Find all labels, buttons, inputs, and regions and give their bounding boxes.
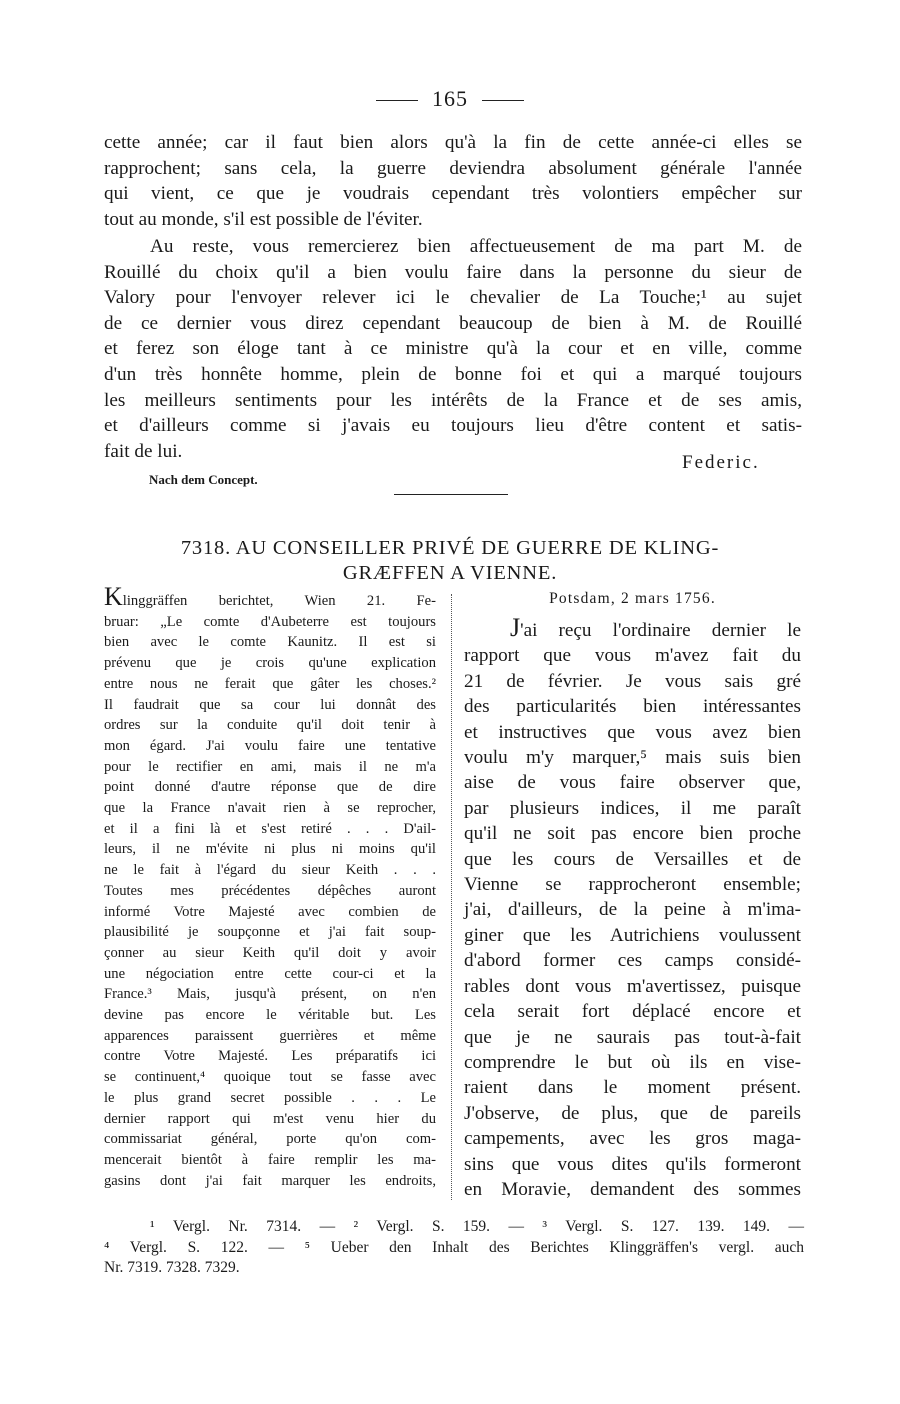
text-line: J'observe, de plus, que de pareils <box>464 1102 801 1124</box>
text-line: fait de lui. <box>104 440 183 462</box>
footnote-line: ¹ Vergl. Nr. 7314. — ² Vergl. S. 159. — ³ Vergl. S. 127. 139. 149. — <box>150 1218 804 1235</box>
text-line: que les cours de Versailles et de <box>464 848 801 870</box>
text-line: que la France n'avait rien à se reprocher, <box>104 800 436 817</box>
drop-letter: J <box>510 613 521 642</box>
text-line: çonner au sieur Keith qu'il doit y avoir <box>104 944 436 961</box>
heading-line: 7318. AU CONSEILLER PRIVÉ DE GUERRE DE KLING- <box>180 537 720 559</box>
text-line: le plus grand secret possible . . . Le <box>104 1089 436 1106</box>
text-line: Vienne se rapprocheront ensemble; <box>464 874 801 896</box>
text-line: qui vient, ce que je voudrais cependant très volontiers empêcher sur <box>104 183 802 205</box>
text-line: rables dont vous m'avertissez, puisque <box>464 975 801 997</box>
text-line: gasins dont j'ai fait marquer les endroits, <box>104 1172 436 1189</box>
text-line: rapport que vous m'avez fait du <box>464 645 801 667</box>
text-line: et ferez son éloge tant à ce ministre qu'à la cour et en ville, comme <box>104 338 802 360</box>
text-line: France.³ Mais, jusqu'à présent, on n'en <box>104 986 436 1003</box>
text-line: cette année; car il faut bien alors qu'à la fin de cette année-ci elles se <box>104 132 802 153</box>
text-line: sins que vous dites qu'ils formeront <box>464 1153 801 1175</box>
text-line: comprendre le but où ils en vise- <box>464 1051 801 1073</box>
signature: Federic. <box>682 452 760 473</box>
heading-line: GRÆFFEN A VIENNE. <box>342 562 558 584</box>
text-line: dernier rapport qui m'est venu hier du <box>104 1110 436 1127</box>
text-line: Il faudrait que sa cour lui donnât des <box>104 696 436 713</box>
text-span: 'ai reçu l'ordinaire dernier le <box>520 620 801 641</box>
page-header <box>0 86 900 112</box>
text-line: prévenu que je crois qu'une explication <box>104 655 436 672</box>
text-line: commissariat général, porte qu'on com- <box>104 1131 436 1148</box>
reply-column <box>464 615 801 1202</box>
footnote-line: ⁴ Vergl. S. 122. — ⁵ Ueber den Inhalt des Berichtes Klinggräffen's vergl. auch <box>104 1238 804 1256</box>
column-divider <box>451 594 452 1200</box>
text-line: qu'il ne soit pas encore bien proche <box>464 823 801 845</box>
text-span: linggräffen berichtet, Wien 21. Fe- <box>122 593 436 609</box>
text-line <box>104 582 436 612</box>
text-line: Au reste, vous remercierez bien affectueusement de ma part M. de <box>150 236 802 257</box>
text-line: mencerait bientôt à faire remplir les ma- <box>104 1151 436 1168</box>
text-line: en Moravie, demandent des sommes <box>464 1178 801 1200</box>
letter-heading <box>100 536 800 586</box>
text-line: d'un très honnête homme, plein de bonne foi et qui a marqué toujours <box>104 363 802 385</box>
paragraph-1 <box>104 130 802 232</box>
text-line: informé Votre Majesté avec combien de <box>104 903 436 920</box>
text-line: se continuent,⁴ quoique tout se fasse avec <box>104 1069 436 1086</box>
text-line: j'ai, d'ailleurs, de la peine à m'ima- <box>464 899 801 921</box>
text-line: et instructives que vous avez bien <box>464 721 801 743</box>
text-line: devine pas encore le véritable but. Les <box>104 1007 436 1024</box>
text-line: campements, avec les gros maga- <box>464 1128 801 1150</box>
section-divider <box>394 494 508 495</box>
text-line: apparences paraissent guerrières et même <box>104 1027 436 1044</box>
text-line: rapprochent; sans cela, la guerre deviendra absolument générale l'année <box>104 157 802 179</box>
text-line: et d'ailleurs comme si j'avais eu toujours lieu d'être content et satis- <box>104 415 802 437</box>
text-line: contre Votre Majesté. Les préparatifs ici <box>104 1048 436 1065</box>
text-line: ordres sur la conduite qu'il doit tenir à <box>104 717 436 734</box>
footnotes <box>104 1217 804 1279</box>
text-line: des particularités bien intéressantes <box>464 696 801 718</box>
text-line: entre nous ne ferait que gâter les choses.² <box>104 675 436 692</box>
text-line: mon égard. J'ai voulu faire une tentative <box>104 737 436 754</box>
text-line: plausibilité je soupçonne et j'ai fait soup- <box>104 924 436 941</box>
text-line: 21 de février. Je vous sais gré <box>464 670 801 692</box>
text-line: leurs, il ne m'évite ni plus ni moins qu'il <box>104 841 436 858</box>
text-line: que je ne saurais pas tout-à-fait <box>464 1026 801 1048</box>
text-line: raient dans le moment présent. <box>464 1077 801 1099</box>
drop-letter: K <box>104 582 123 611</box>
paragraph-2 <box>104 234 802 464</box>
text-line <box>464 615 801 643</box>
text-line: Valory pour l'envoyer relever ici le chevalier de La Touche;¹ au sujet <box>104 287 802 309</box>
text-line: Rouillé du choix qu'il a bien voulu faire dans la personne du sieur de <box>104 261 802 283</box>
text-line: Toutes mes précédentes dépêches auront <box>104 882 436 899</box>
text-line: tout au monde, s'il est possible de l'éviter. <box>104 208 423 230</box>
text-line: cela serait fort déplacé encore et <box>464 1001 801 1023</box>
text-line: ne le fait à l'égard du sieur Keith . . . <box>104 862 436 879</box>
text-line: bien avec le comte Kaunitz. Il est si <box>104 634 436 651</box>
page-number: 165 <box>432 86 468 111</box>
dateline: Potsdam, 2 mars 1756. <box>549 590 716 607</box>
text-line: et il a fini là et s'est retiré . . . D'ail- <box>104 820 436 837</box>
footnote-line: Nr. 7319. 7328. 7329. <box>104 1259 240 1276</box>
text-line: d'abord former ces camps considé- <box>464 950 801 972</box>
text-line: aise de vous faire observer que, <box>464 772 801 794</box>
text-line: une négociation entre cette cour-ci et la <box>104 965 436 982</box>
source-note: Nach dem Concept. <box>149 472 258 487</box>
header-dash-left <box>376 100 418 101</box>
text-line: voulu m'y marquer,⁵ mais suis bien <box>464 747 801 769</box>
text-line: par plusieurs indices, il me paraît <box>464 797 801 819</box>
report-summary-column <box>104 582 436 1191</box>
text-line: bruar: „Le comte d'Aubeterre est toujours <box>104 613 436 630</box>
text-line: les meilleurs sentiments pour les intérêts de la France et de ses amis, <box>104 389 802 411</box>
text-line: pour le rectifier en ami, mais il ne m'a <box>104 758 436 775</box>
text-line: point donné d'autre réponse que de dire <box>104 779 436 796</box>
text-line: de ce dernier vous direz cependant beaucoup de bien à M. de Rouillé <box>104 312 802 334</box>
header-dash-right <box>482 100 524 101</box>
text-line: giner que les Autrichiens voulussent <box>464 924 801 946</box>
